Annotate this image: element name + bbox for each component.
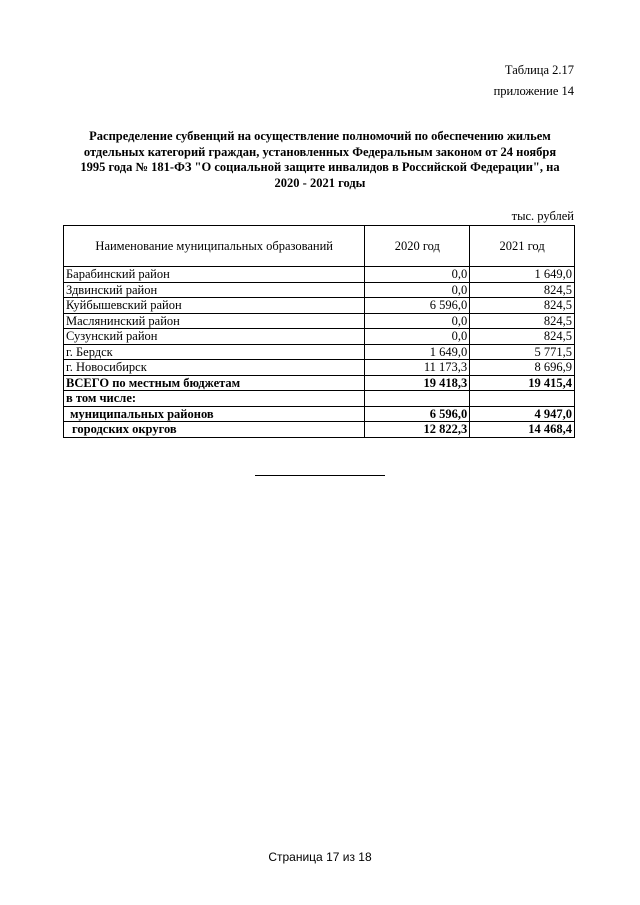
title-line-2: отдельных категорий граждан, установленных Федеральным законом от 24 ноября [83,144,557,159]
subvention-table [63,225,575,438]
column-header-2021: 2021 год [470,226,575,267]
table-row [64,360,575,376]
row-name: г. Новосибирск [64,360,365,376]
municipal-districts-row [64,406,575,422]
row-value-2020: 11 173,3 [365,360,470,376]
document-title [60,129,580,191]
table-number: Таблица 2.17 [504,63,574,77]
appendix-label: приложение 14 [493,84,574,98]
total-row [64,375,575,391]
row-value-2020: 0,0 [365,282,470,298]
row-name: Маслянинский район [64,313,365,329]
empty-cell [470,391,575,407]
row-value-2020: 0,0 [365,313,470,329]
total-label: ВСЕГО по местным бюджетам [64,375,365,391]
row-name: г. Бердск [64,344,365,360]
row-value-2021: 824,5 [470,298,575,314]
table-row [64,298,575,314]
table-row [64,282,575,298]
row-value-2020: 0,0 [365,329,470,345]
title-line-1: Распределение субвенций на осуществление полномочий по обеспечению жильем [89,129,551,143]
title-line-3: 1995 года № 181-ФЗ "О социальной защите инвалидов в Российской Федерации", на [80,160,560,174]
row-value-2021: 824,5 [470,313,575,329]
title-line-4: 2020 - 2021 годы [274,175,366,190]
row-value-2021: 5 771,5 [470,344,575,360]
municipal-value-2020: 6 596,0 [365,406,470,422]
row-name: Здвинский район [64,282,365,298]
urban-value-2021: 14 468,4 [470,422,575,438]
row-name: Сузунский район [64,329,365,345]
row-value-2021: 824,5 [470,329,575,345]
municipal-value-2021: 4 947,0 [470,406,575,422]
column-header-name: Наименование муниципальных образований [64,226,365,267]
row-value-2020: 6 596,0 [365,298,470,314]
empty-cell [365,391,470,407]
table-row [64,344,575,360]
including-label: в том числе: [64,391,365,407]
row-name: Куйбышевский район [64,298,365,314]
page-footer: Страница 17 из 18 [268,850,372,864]
table-row [64,267,575,283]
total-value-2020: 19 418,3 [365,375,470,391]
row-value-2021: 8 696,9 [470,360,575,376]
units-label: тыс. рублей [511,209,574,223]
separator-line [255,475,385,476]
row-value-2021: 1 649,0 [470,267,575,283]
total-value-2021: 19 415,4 [470,375,575,391]
table-row [64,313,575,329]
row-value-2020: 0,0 [365,267,470,283]
column-header-2020: 2020 год [365,226,470,267]
urban-value-2020: 12 822,3 [365,422,470,438]
row-value-2021: 824,5 [470,282,575,298]
row-name: Барабинский район [64,267,365,283]
row-value-2020: 1 649,0 [365,344,470,360]
table-row [64,329,575,345]
including-row [64,391,575,407]
urban-districts-label: городских округов [64,422,365,438]
urban-districts-row [64,422,575,438]
municipal-districts-label: муниципальных районов [64,406,365,422]
table-header-row [64,226,575,267]
